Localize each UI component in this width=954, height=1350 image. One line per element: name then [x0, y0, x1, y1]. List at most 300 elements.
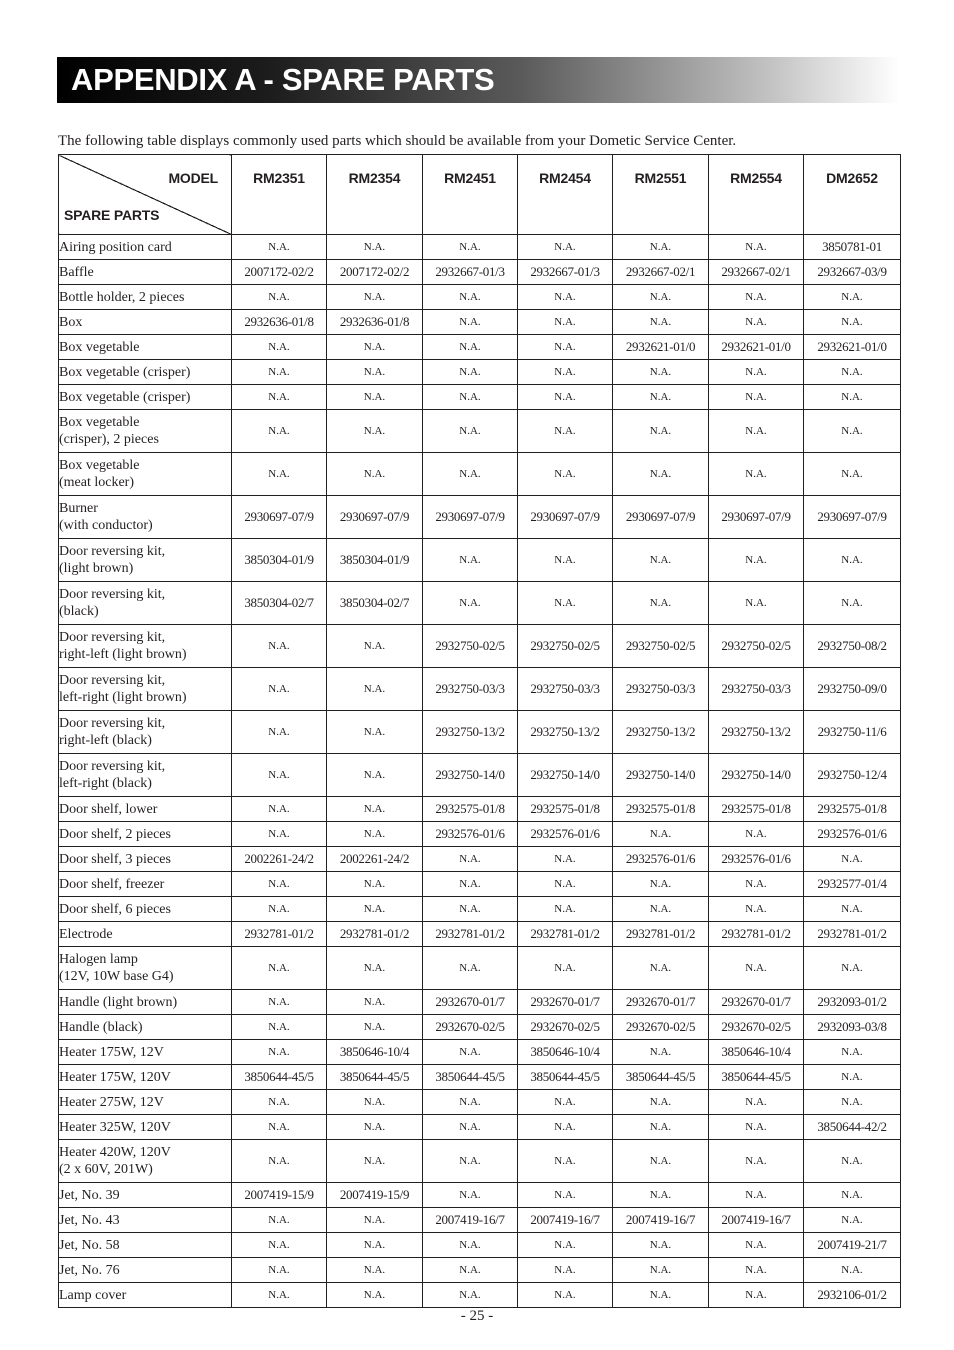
part-name-cell [59, 668, 232, 711]
table-row [59, 1140, 901, 1183]
model-header-rm2554: RM2554 [709, 155, 804, 235]
page-number: - 25 - [460, 1308, 494, 1324]
part-name-line: Heater 275W, 12V [59, 1094, 164, 1110]
part-number-cell: 2007419-15/9 [327, 1183, 423, 1208]
part-number-cell: N.A. [709, 582, 804, 625]
part-number-cell: 2932667-02/1 [709, 260, 804, 285]
part-name-line: Door reversing kit, [59, 630, 166, 645]
table-row [59, 822, 901, 847]
part-number-cell: N.A. [709, 410, 804, 453]
part-number-cell: 3850644-45/5 [709, 1065, 804, 1090]
part-number-cell: 2932670-02/5 [423, 1015, 518, 1040]
part-number-cell: 2007419-16/7 [613, 1208, 709, 1233]
table-row [59, 285, 901, 310]
part-number-cell: 3850781-01 [804, 235, 901, 260]
part-number-cell: N.A. [709, 285, 804, 310]
part-name-line: Box vegetable (crisper) [59, 389, 191, 405]
part-number-cell: N.A. [232, 797, 327, 822]
part-name-line: Handle (light brown) [59, 994, 178, 1010]
part-name-line: Heater 420W, 120V [59, 1145, 171, 1160]
part-number-cell: N.A. [518, 1140, 613, 1183]
part-number-cell: N.A. [804, 1090, 901, 1115]
part-number-cell: 2007172-02/2 [232, 260, 327, 285]
part-number-cell: 2007419-16/7 [709, 1208, 804, 1233]
part-number-cell: N.A. [518, 360, 613, 385]
part-name-line: Jet, No. 58 [59, 1237, 120, 1253]
table-row [59, 1283, 901, 1308]
table-row [59, 668, 901, 711]
part-number-cell: N.A. [232, 872, 327, 897]
part-number-cell: N.A. [232, 385, 327, 410]
part-name-cell [59, 1040, 232, 1065]
part-name-cell [59, 496, 232, 539]
part-number-cell: 2007419-21/7 [804, 1233, 901, 1258]
part-number-cell: N.A. [518, 285, 613, 310]
part-number-cell: N.A. [327, 872, 423, 897]
table-row [59, 947, 901, 990]
part-name-line: (black) [59, 604, 99, 619]
part-number-cell: N.A. [613, 897, 709, 922]
part-name-line: (meat locker) [59, 475, 135, 490]
table-row [59, 754, 901, 797]
part-name-line: Halogen lamp [59, 952, 138, 967]
table-row [59, 847, 901, 872]
part-number-cell: 2932750-03/3 [709, 668, 804, 711]
part-number-cell: N.A. [232, 360, 327, 385]
part-number-cell: 2932781-01/2 [804, 922, 901, 947]
part-number-cell: 3850646-10/4 [327, 1040, 423, 1065]
table-row [59, 1040, 901, 1065]
part-name-line: (12V, 10W base G4) [59, 969, 174, 984]
part-name-cell [59, 310, 232, 335]
part-number-cell: N.A. [423, 947, 518, 990]
part-number-cell: N.A. [232, 625, 327, 668]
part-name-cell [59, 1233, 232, 1258]
part-number-cell: N.A. [327, 1115, 423, 1140]
part-number-cell: 2932670-01/7 [518, 990, 613, 1015]
part-number-cell: 2932667-02/1 [613, 260, 709, 285]
part-number-cell: N.A. [613, 310, 709, 335]
part-number-cell: N.A. [804, 285, 901, 310]
part-number-cell: 2932667-03/9 [804, 260, 901, 285]
part-number-cell: N.A. [709, 539, 804, 582]
table-row [59, 1065, 901, 1090]
table-row [59, 625, 901, 668]
part-number-cell: N.A. [709, 872, 804, 897]
table-row [59, 1015, 901, 1040]
model-header-dm2652: DM2652 [804, 155, 901, 235]
part-number-cell: 2932750-12/4 [804, 754, 901, 797]
page-title: APPENDIX A - SPARE PARTS [71, 62, 495, 97]
part-number-cell: 3850644-45/5 [518, 1065, 613, 1090]
part-number-cell: N.A. [423, 1040, 518, 1065]
table-row [59, 1115, 901, 1140]
part-number-cell: 3850304-01/9 [327, 539, 423, 582]
part-number-cell: N.A. [804, 1065, 901, 1090]
part-number-cell: 2002261-24/2 [232, 847, 327, 872]
part-number-cell: N.A. [804, 897, 901, 922]
part-number-cell: 3850644-45/5 [613, 1065, 709, 1090]
part-number-cell: 3850304-01/9 [232, 539, 327, 582]
part-name-cell [59, 1115, 232, 1140]
part-name-line: left-right (black) [59, 776, 152, 791]
part-number-cell: 2930697-07/9 [423, 496, 518, 539]
part-name-cell [59, 897, 232, 922]
part-number-cell: N.A. [804, 1258, 901, 1283]
part-number-cell: N.A. [804, 1140, 901, 1183]
part-number-cell: N.A. [518, 582, 613, 625]
part-number-cell: N.A. [518, 539, 613, 582]
part-name-cell [59, 872, 232, 897]
part-number-cell: 2932750-08/2 [804, 625, 901, 668]
part-number-cell: 2932750-03/3 [518, 668, 613, 711]
table-row [59, 922, 901, 947]
part-number-cell: N.A. [423, 285, 518, 310]
model-header-label: MODEL [168, 170, 218, 186]
part-name-line: Heater 175W, 120V [59, 1069, 171, 1085]
part-number-cell: 2932750-02/5 [613, 625, 709, 668]
part-number-cell: N.A. [327, 625, 423, 668]
part-number-cell: N.A. [423, 310, 518, 335]
part-number-cell: N.A. [232, 822, 327, 847]
part-number-cell: N.A. [709, 822, 804, 847]
part-number-cell: N.A. [518, 1183, 613, 1208]
part-number-cell: 2932750-13/2 [613, 711, 709, 754]
part-name-line: Burner [59, 501, 98, 516]
part-number-cell: N.A. [327, 1015, 423, 1040]
part-name-cell [59, 990, 232, 1015]
part-number-cell: N.A. [709, 1258, 804, 1283]
part-number-cell: N.A. [232, 947, 327, 990]
part-number-cell: N.A. [613, 539, 709, 582]
part-number-cell: 2932670-01/7 [613, 990, 709, 1015]
part-number-cell: N.A. [518, 1115, 613, 1140]
part-number-cell: N.A. [613, 822, 709, 847]
part-number-cell: N.A. [804, 310, 901, 335]
part-name-cell [59, 582, 232, 625]
part-number-cell: N.A. [232, 668, 327, 711]
part-number-cell: N.A. [613, 1115, 709, 1140]
part-name-cell [59, 285, 232, 310]
model-header-rm2454: RM2454 [518, 155, 613, 235]
part-name-line: Door shelf, 2 pieces [59, 826, 171, 842]
part-number-cell: N.A. [804, 1183, 901, 1208]
part-number-cell: N.A. [327, 897, 423, 922]
title-banner [57, 57, 900, 103]
part-number-cell: 2932750-13/2 [423, 711, 518, 754]
part-name-cell [59, 1208, 232, 1233]
part-name-line: Box vegetable [59, 339, 140, 355]
part-number-cell: N.A. [327, 711, 423, 754]
part-number-cell: 2932576-01/6 [613, 847, 709, 872]
model-header-rm2551: RM2551 [613, 155, 709, 235]
part-name-cell [59, 711, 232, 754]
table-row [59, 235, 901, 260]
part-number-cell: N.A. [327, 797, 423, 822]
part-number-cell: 2007172-02/2 [327, 260, 423, 285]
part-number-cell: N.A. [709, 947, 804, 990]
intro-text: The following table displays commonly used parts which should be available from your Dometic Service Center. [58, 133, 737, 149]
part-number-cell: N.A. [613, 1283, 709, 1308]
part-number-cell: N.A. [518, 1233, 613, 1258]
part-number-cell: 2930697-07/9 [709, 496, 804, 539]
table-row [59, 385, 901, 410]
part-number-cell: 3850304-02/7 [232, 582, 327, 625]
part-number-cell: N.A. [232, 1258, 327, 1283]
part-number-cell: 2932636-01/8 [327, 310, 423, 335]
table-row [59, 539, 901, 582]
part-name-cell [59, 260, 232, 285]
part-name-line: Heater 325W, 120V [59, 1119, 171, 1135]
part-number-cell: N.A. [709, 1090, 804, 1115]
part-number-cell: N.A. [709, 453, 804, 496]
part-number-cell: N.A. [423, 872, 518, 897]
part-number-cell: N.A. [423, 1233, 518, 1258]
part-number-cell: 2932667-01/3 [423, 260, 518, 285]
part-number-cell: 2932093-01/2 [804, 990, 901, 1015]
spare-parts-table [58, 154, 901, 1308]
part-number-cell: N.A. [232, 410, 327, 453]
part-number-cell: N.A. [423, 847, 518, 872]
part-name-cell [59, 847, 232, 872]
part-number-cell: N.A. [804, 847, 901, 872]
part-number-cell: N.A. [709, 1115, 804, 1140]
part-number-cell: 2930697-07/9 [327, 496, 423, 539]
part-number-cell: 2932750-14/0 [613, 754, 709, 797]
part-number-cell: N.A. [613, 385, 709, 410]
part-name-cell [59, 947, 232, 990]
part-name-line: Jet, No. 43 [59, 1212, 120, 1228]
part-number-cell: 2932670-02/5 [613, 1015, 709, 1040]
part-name-cell [59, 1015, 232, 1040]
table-row [59, 410, 901, 453]
part-number-cell: 2932750-03/3 [613, 668, 709, 711]
part-number-cell: 2932750-13/2 [518, 711, 613, 754]
part-number-cell: 2932750-14/0 [518, 754, 613, 797]
table-row [59, 1258, 901, 1283]
part-number-cell: N.A. [423, 235, 518, 260]
part-name-line: right-left (light brown) [59, 647, 187, 662]
part-number-cell: N.A. [232, 754, 327, 797]
part-name-cell [59, 1258, 232, 1283]
part-number-cell: 2932750-03/3 [423, 668, 518, 711]
part-name-cell [59, 754, 232, 797]
part-number-cell: 3850644-45/5 [232, 1065, 327, 1090]
part-number-cell: N.A. [613, 1040, 709, 1065]
part-number-cell: N.A. [327, 235, 423, 260]
part-number-cell: 2932781-01/2 [518, 922, 613, 947]
part-number-cell: N.A. [327, 822, 423, 847]
part-name-cell [59, 1283, 232, 1308]
part-number-cell: 3850304-02/7 [327, 582, 423, 625]
part-number-cell: N.A. [423, 1283, 518, 1308]
part-number-cell: N.A. [423, 335, 518, 360]
part-number-cell: 2930697-07/9 [613, 496, 709, 539]
model-header-rm2351: RM2351 [232, 155, 327, 235]
part-number-cell: N.A. [423, 1090, 518, 1115]
part-number-cell: 2932575-01/8 [613, 797, 709, 822]
part-number-cell: N.A. [709, 360, 804, 385]
part-name-cell [59, 235, 232, 260]
part-number-cell: 2932093-03/8 [804, 1015, 901, 1040]
part-number-cell: N.A. [518, 847, 613, 872]
part-number-cell: 2932781-01/2 [423, 922, 518, 947]
part-number-cell: 2007419-15/9 [232, 1183, 327, 1208]
part-number-cell: N.A. [327, 1208, 423, 1233]
part-number-cell: 2932576-01/6 [423, 822, 518, 847]
part-number-cell: 2932621-01/0 [709, 335, 804, 360]
part-number-cell: N.A. [518, 1090, 613, 1115]
part-number-cell: N.A. [327, 1258, 423, 1283]
part-number-cell: 2932667-01/3 [518, 260, 613, 285]
part-number-cell: N.A. [423, 897, 518, 922]
table-row [59, 990, 901, 1015]
part-name-line: Electrode [59, 926, 113, 942]
part-number-cell: N.A. [327, 335, 423, 360]
part-number-cell: N.A. [232, 1140, 327, 1183]
part-number-cell: N.A. [232, 1090, 327, 1115]
part-number-cell: N.A. [613, 1258, 709, 1283]
part-number-cell: 2932575-01/8 [804, 797, 901, 822]
part-number-cell: N.A. [518, 235, 613, 260]
part-number-cell: 2932750-14/0 [709, 754, 804, 797]
table-row [59, 496, 901, 539]
header-row [59, 155, 901, 235]
part-number-cell: N.A. [804, 410, 901, 453]
part-number-cell: N.A. [613, 1183, 709, 1208]
part-number-cell: N.A. [423, 1183, 518, 1208]
part-number-cell: N.A. [613, 1233, 709, 1258]
part-number-cell: N.A. [613, 453, 709, 496]
part-number-cell: N.A. [232, 1040, 327, 1065]
part-number-cell: 2932781-01/2 [613, 922, 709, 947]
part-number-cell: 2932670-02/5 [709, 1015, 804, 1040]
part-number-cell: N.A. [232, 235, 327, 260]
part-number-cell: N.A. [232, 1115, 327, 1140]
part-name-cell [59, 1140, 232, 1183]
part-number-cell: 2007419-16/7 [423, 1208, 518, 1233]
part-number-cell: N.A. [518, 1283, 613, 1308]
part-number-cell: N.A. [804, 385, 901, 410]
part-number-cell: N.A. [804, 1208, 901, 1233]
part-name-line: Box vegetable [59, 415, 140, 430]
part-number-cell: 2002261-24/2 [327, 847, 423, 872]
part-number-cell: 2932636-01/8 [232, 310, 327, 335]
part-number-cell: 2007419-16/7 [518, 1208, 613, 1233]
part-number-cell: 2932750-02/5 [709, 625, 804, 668]
part-number-cell: 2932781-01/2 [232, 922, 327, 947]
part-name-line: Handle (black) [59, 1019, 143, 1035]
part-number-cell: 2932575-01/8 [518, 797, 613, 822]
table-row [59, 872, 901, 897]
part-number-cell: N.A. [232, 1283, 327, 1308]
part-number-cell: 2930697-07/9 [518, 496, 613, 539]
part-number-cell: N.A. [232, 1015, 327, 1040]
part-name-line: (crisper), 2 pieces [59, 432, 159, 447]
part-number-cell: N.A. [613, 947, 709, 990]
part-number-cell: 2932670-02/5 [518, 1015, 613, 1040]
part-name-line: Airing position card [59, 239, 172, 255]
corner-header-cell [59, 155, 232, 235]
table-row [59, 453, 901, 496]
part-name-line: Bottle holder, 2 pieces [59, 289, 185, 305]
part-name-line: Door reversing kit, [59, 759, 166, 774]
part-number-cell: N.A. [423, 1115, 518, 1140]
part-number-cell: N.A. [709, 235, 804, 260]
part-number-cell: N.A. [804, 1040, 901, 1065]
table-row [59, 797, 901, 822]
part-name-cell [59, 453, 232, 496]
part-name-line: Jet, No. 39 [59, 1187, 120, 1203]
part-number-cell: N.A. [613, 582, 709, 625]
part-number-cell: N.A. [423, 385, 518, 410]
part-name-cell [59, 410, 232, 453]
part-number-cell: 2932750-11/6 [804, 711, 901, 754]
part-number-cell: N.A. [613, 872, 709, 897]
part-number-cell: N.A. [327, 1233, 423, 1258]
part-name-line: Door reversing kit, [59, 544, 166, 559]
part-number-cell: N.A. [518, 872, 613, 897]
part-number-cell: N.A. [327, 1090, 423, 1115]
part-number-cell: 2932750-14/0 [423, 754, 518, 797]
part-number-cell: N.A. [613, 285, 709, 310]
part-name-line: left-right (light brown) [59, 690, 187, 705]
part-name-cell [59, 360, 232, 385]
part-number-cell: N.A. [613, 1090, 709, 1115]
part-number-cell: N.A. [804, 360, 901, 385]
table-row [59, 335, 901, 360]
part-number-cell: N.A. [804, 453, 901, 496]
part-number-cell: N.A. [423, 410, 518, 453]
part-number-cell: N.A. [709, 1283, 804, 1308]
part-number-cell: 2932575-01/8 [709, 797, 804, 822]
table-row [59, 1090, 901, 1115]
part-name-cell [59, 625, 232, 668]
part-number-cell: N.A. [518, 335, 613, 360]
part-number-cell: 2932750-13/2 [709, 711, 804, 754]
part-number-cell: 3850646-10/4 [709, 1040, 804, 1065]
part-number-cell: N.A. [709, 1140, 804, 1183]
part-name-cell [59, 1090, 232, 1115]
part-number-cell: 2932576-01/6 [804, 822, 901, 847]
part-name-line: Lamp cover [59, 1287, 127, 1303]
part-number-cell: 2932781-01/2 [709, 922, 804, 947]
part-number-cell: 3850644-45/5 [423, 1065, 518, 1090]
part-number-cell: 2930697-07/9 [804, 496, 901, 539]
part-number-cell: N.A. [518, 453, 613, 496]
part-name-cell [59, 1065, 232, 1090]
part-number-cell: N.A. [518, 385, 613, 410]
part-number-cell: 2932576-01/6 [709, 847, 804, 872]
part-number-cell: N.A. [613, 410, 709, 453]
part-number-cell: N.A. [709, 385, 804, 410]
part-number-cell: N.A. [613, 1140, 709, 1183]
part-number-cell: 3850644-45/5 [327, 1065, 423, 1090]
part-name-line: Box vegetable (crisper) [59, 364, 191, 380]
part-name-line: Heater 175W, 12V [59, 1044, 164, 1060]
part-number-cell: 2932575-01/8 [423, 797, 518, 822]
part-number-cell: 2932750-02/5 [518, 625, 613, 668]
part-name-line: Box vegetable [59, 458, 140, 473]
table-row [59, 897, 901, 922]
part-number-cell: N.A. [232, 1208, 327, 1233]
part-number-cell: 2932670-01/7 [423, 990, 518, 1015]
part-number-cell: N.A. [613, 360, 709, 385]
part-number-cell: N.A. [232, 1233, 327, 1258]
part-number-cell: N.A. [423, 539, 518, 582]
part-name-cell [59, 797, 232, 822]
part-name-line: Door reversing kit, [59, 716, 166, 731]
